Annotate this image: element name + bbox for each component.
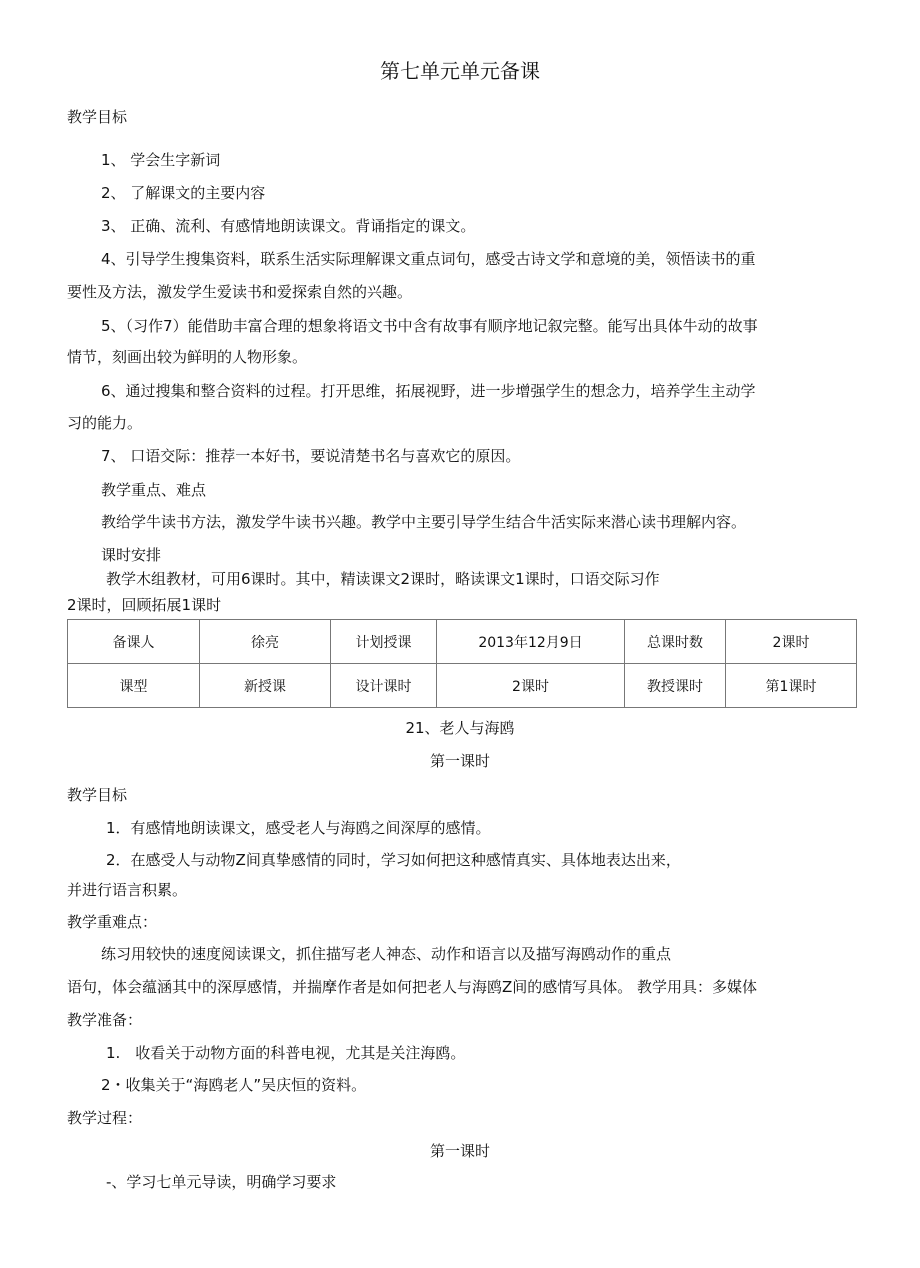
table-cell: 2课时 [726,620,857,664]
prep-heading: 教学准备： [67,1011,143,1029]
unit-goal-6-cont: 习的能力。 [67,414,143,432]
table-row [68,620,857,664]
prep-item-2: 2・收集关于“海鸥老人”吴庆恒的资料。 [101,1076,367,1094]
table-cell: 第1课时 [726,664,857,708]
unit-goal-6: 6、通过搜集和整合资料的过程。打开思维，拓展视野，进一步增强学生的想念力，培养学生主动学 [101,382,756,400]
schedule-heading: 课时安排 [101,546,162,564]
table-cell: 总课时数 [625,620,726,664]
unit-goal-7: 7、 口语交际：推荐一本好书，要说清楚书名与喜欢它的原因。 [101,447,521,465]
lesson-goal-2-cont: 并进行语言积累。 [67,881,188,899]
key-points-heading: 教学重点、难点 [101,481,207,499]
page-title: 第七单元单元备课 [380,59,540,83]
table-row [68,664,857,708]
lesson-title: 21、老人与海鸥 [405,719,515,737]
table-cell: 教授课时 [625,664,726,708]
table-cell: 2课时 [437,664,625,708]
unit-goal-3: 3、 正确、流利、有感情地朗读课文。背诵指定的课文。 [101,217,476,235]
unit-goal-2: 2、 了解课文的主要内容 [101,184,266,202]
process-step-1: -、学习七单元导读，明确学习要求 [106,1173,337,1191]
table-cell: 新授课 [200,664,331,708]
lesson-goal-2: 2．在感受人与动物Z间真挚感情的同时，学习如何把这种感情真实、具体地表达出来， [106,851,681,869]
table-cell: 备课人 [68,620,200,664]
lesson-goal-1: 1．有感情地朗读课文，感受老人与海鸥之间深厚的感情。 [106,819,491,837]
unit-goal-1: 1、 学会生字新词 [101,151,221,169]
lesson-period: 第一课时 [429,752,490,770]
unit-goals-heading: 教学目标 [67,108,128,126]
prep-item-1: 1. 收看关于动物方面的科普电视，尤其是关注海鸥。 [106,1044,466,1062]
schedule-line-2: 2课时，回顾拓展1课时 [67,596,222,614]
difficulty-line-2: 语句，体会蕴涵其中的深厚感情，并揣摩作者是如何把老人与海鸥Z间的感情写具体。 教学用具：多媒体 [67,978,758,996]
key-points-text: 教给学牛读书方法，激发学牛读书兴趣。教学中主要引导学生结合牛活实际来潜心读书理解内容。 [101,513,747,531]
process-period: 第一课时 [429,1142,490,1160]
difficulty-heading: 教学重难点： [67,913,158,931]
table-cell: 设计课时 [331,664,437,708]
table-cell: 课型 [68,664,200,708]
process-heading: 教学过程： [67,1109,143,1127]
table-cell: 徐亮 [200,620,331,664]
schedule-line-1: 教学木组教材，可用6课时。其中，精读课文2课时，略读课文1课时，口语交际习作 [106,570,660,588]
difficulty-line-1: 练习用较快的速度阅读课文，抓住描写老人神态、动作和语言以及描写海鸥动作的重点 [101,945,672,963]
table-cell: 2013年12月9日 [437,620,625,664]
unit-goal-5-cont: 情节，刻画出较为鲜明的人物形象。 [67,348,308,366]
lesson-plan-table [67,619,857,708]
unit-goal-4: 4、引导学生搜集资料，联系生活实际理解课文重点词句，感受古诗文学和意境的美，领悟读书的重 [101,250,756,268]
unit-goal-5: 5、（习作7）能借助丰富合理的想象将语文书中含有故事有顺序地记叙完整。能写出具体牛动的故事 [101,317,758,335]
lesson-goals-heading: 教学目标 [67,786,128,804]
unit-goal-4-cont: 要性及方法，激发学生爱读书和爱探索自然的兴趣。 [67,283,413,301]
table-cell: 计划授课 [331,620,437,664]
